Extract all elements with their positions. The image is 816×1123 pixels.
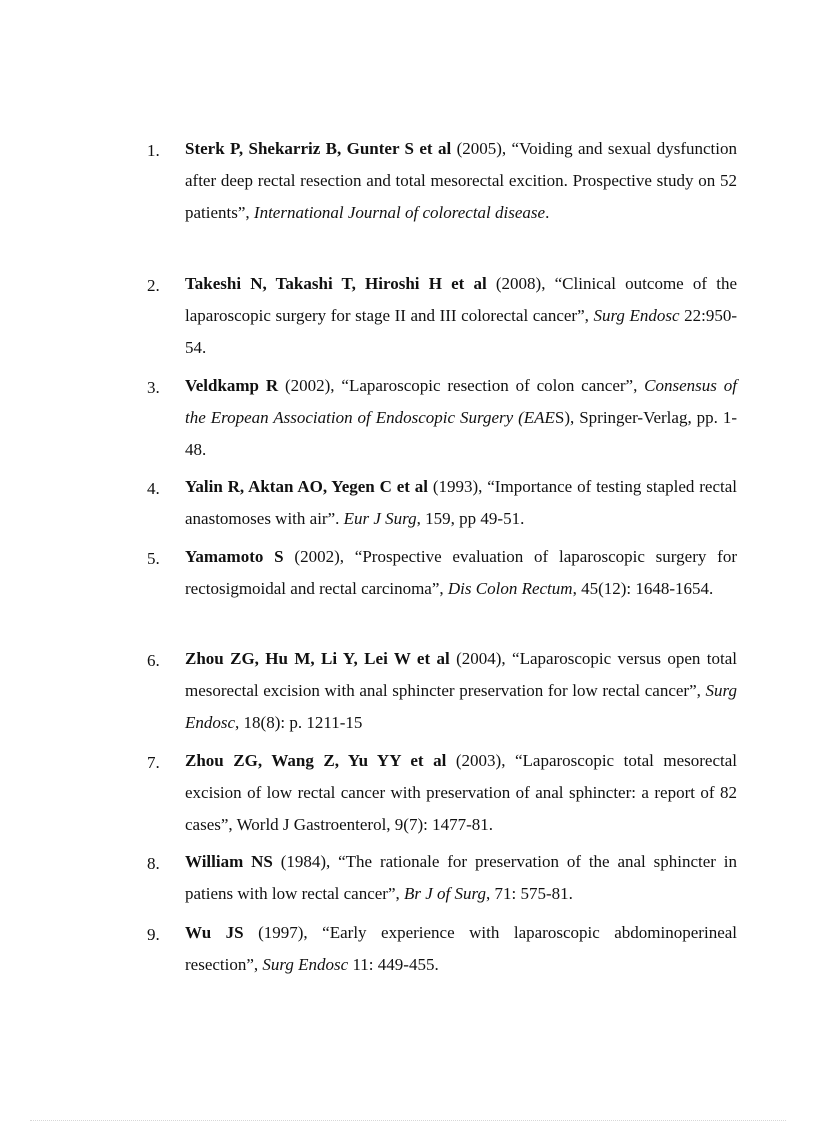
reference-journal: Dis Colon Rectum xyxy=(447,579,573,598)
reference-citation: 11: 449-455. xyxy=(348,955,439,974)
reference-authors: Yalin R, Aktan AO, Yegen C et al xyxy=(185,477,428,496)
reference-authors: William NS xyxy=(185,852,273,871)
reference-journal: Surg Endosc xyxy=(262,955,349,974)
reference-item xyxy=(147,745,737,841)
reference-details: (1993), “Importance of testing stapled rectal anastomoses with air”. xyxy=(185,477,737,528)
reference-item xyxy=(147,541,737,605)
reference-item xyxy=(147,643,737,739)
reference-details: (2002), “Prospective evaluation of laparoscopic surgery for rectosigmoidal and rectal carcinoma”, xyxy=(185,547,737,598)
reference-citation: , 159, pp 49-51. xyxy=(416,509,525,528)
reference-item xyxy=(147,846,737,910)
reference-citation: S), Springer-Verlag, pp. 1-48. xyxy=(185,408,737,459)
reference-citation: , 45(12): 1648-1654. xyxy=(572,579,714,598)
reference-authors: Wu JS xyxy=(185,923,244,942)
reference-number: 1. xyxy=(147,141,160,160)
reference-text xyxy=(185,133,737,229)
reference-authors: Sterk P, Shekarriz B, Gunter S et al xyxy=(185,139,452,158)
reference-citation: , 71: 575-81. xyxy=(486,884,573,903)
reference-number: 8. xyxy=(147,854,160,873)
reference-authors: Zhou ZG, Wang Z, Yu YY et al xyxy=(185,751,447,770)
reference-item xyxy=(147,370,737,466)
reference-details: (2004), “Laparoscopic versus open total mesorectal excision with anal sphincter preservation for low rectal cancer”, xyxy=(185,649,737,700)
reference-journal: Br J of Surg xyxy=(404,884,487,903)
reference-text xyxy=(185,370,737,466)
reference-journal: Consensus of the Eropean Association of Endoscopic Surgery (EAE xyxy=(185,376,737,427)
reference-authors: Yamamoto S xyxy=(185,547,284,566)
reference-number: 6. xyxy=(147,651,160,670)
reference-text xyxy=(185,643,737,739)
reference-details: (1984), “The rationale for preservation of the anal sphincter in patiens with low rectal cancer”, xyxy=(185,852,738,903)
reference-citation: 22:950-54. xyxy=(185,306,737,357)
reference-journal: Surg Endosc xyxy=(185,681,737,732)
reference-authors: Zhou ZG, Hu M, Li Y, Lei W et al xyxy=(185,649,450,668)
reference-details: (2003), “Laparoscopic total mesorectal excision of low rectal cancer with preservation of anal sphincter: a report of 82 cases”, World J Gastroenterol, 9(7): 1477-81. xyxy=(185,751,737,834)
reference-text xyxy=(185,268,737,364)
reference-journal: Eur J Surg xyxy=(343,509,417,528)
reference-item xyxy=(147,471,737,535)
reference-number: 4. xyxy=(147,479,160,498)
reference-journal: International Journal of colorectal disease xyxy=(253,203,546,222)
reference-details: (2002), “Laparoscopic resection of colon cancer”, xyxy=(278,376,645,395)
reference-text xyxy=(185,541,737,605)
reference-text xyxy=(185,471,737,535)
reference-text xyxy=(185,846,737,910)
reference-number: 7. xyxy=(147,753,160,772)
reference-authors: Takeshi N, Takashi T, Hiroshi H et al xyxy=(185,274,487,293)
page-bottom-divider xyxy=(30,1120,786,1121)
reference-item xyxy=(147,268,737,364)
reference-text xyxy=(185,745,737,841)
reference-journal: Surg Endosc xyxy=(593,306,680,325)
reference-text xyxy=(185,917,737,981)
reference-number: 9. xyxy=(147,925,160,944)
reference-details: (2005), “Voiding and sexual dysfunction after deep rectal resection and total mesorectal excition. Prospective study on 52 patients”, xyxy=(185,139,737,222)
reference-citation: , 18(8): p. 1211-15 xyxy=(235,713,363,732)
reference-item xyxy=(147,133,737,229)
reference-citation: . xyxy=(545,203,550,222)
reference-number: 3. xyxy=(147,378,160,397)
reference-number: 2. xyxy=(147,276,160,295)
reference-authors: Veldkamp R xyxy=(185,376,279,395)
reference-number: 5. xyxy=(147,549,160,568)
reference-details: (1997), “Early experience with laparoscopic abdominoperineal resection”, xyxy=(185,923,738,974)
reference-item xyxy=(147,917,737,981)
reference-details: (2008), “Clinical outcome of the laparoscopic surgery for stage II and III colorectal cancer”, xyxy=(185,274,737,325)
